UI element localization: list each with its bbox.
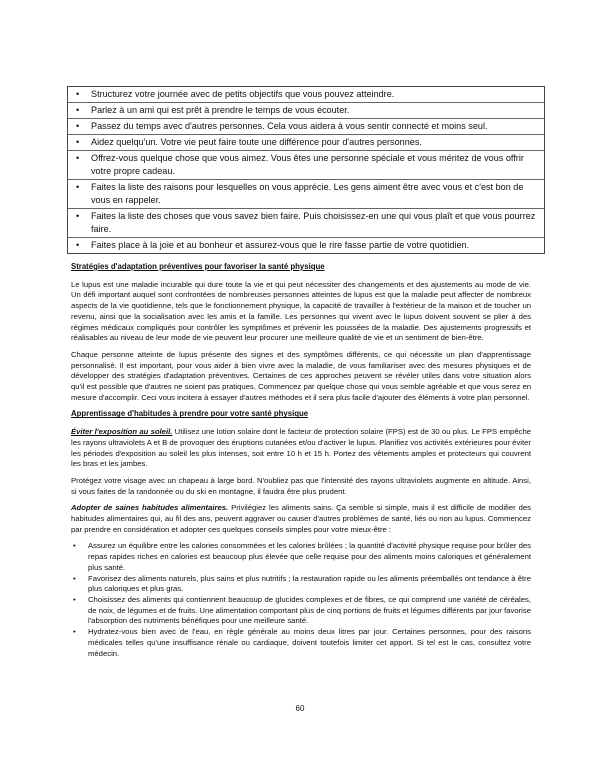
bullet-icon: • xyxy=(76,121,80,131)
box-item: • Offrez-vous quelque chose que vous aimez. Vous êtes une personne spéciale et vous méritez de vous offrir votre propre cadeau. xyxy=(68,151,544,180)
bullet-icon: • xyxy=(76,105,80,115)
list-item: • Assurez un équilibre entre les calories consommées et les calories brûlées ; la quantité d'activité physique requise pour brûler des repas rapides riches en calories est beaucoup plus élevée que celle requise pour des aliments moins caloriques et généralement plus santé. xyxy=(73,541,531,572)
bullet-icon: • xyxy=(76,89,80,99)
list-item: • Choisissez des aliments qui contiennent beaucoup de glucides complexes et de fibres, ce qui comprend une variété de céréales, de noix, de légumes et de fruits. Une alimentation comportant plus de cinq portions de fruits et légumes différents par jour favorise l'absorption des nutriments bénéfiques pour une meilleure santé. xyxy=(73,594,531,626)
bullet-icon: • xyxy=(73,594,76,604)
bullet-icon: • xyxy=(73,627,76,637)
lead-sun: Éviter l'exposition au soleil. xyxy=(71,427,173,437)
lead-diet: Adopter de saines habitudes alimentaires. xyxy=(71,503,229,513)
list-item: • Hydratez-vous bien avec de l'eau, en règle générale au moins deux litres par jour. Certaines personnes, pour des raisons médicales telles qu'une insuffisance rénale ou cardiaque, doivent toutefois limiter cet apport. Si tel est le cas, consultez votre médecin. xyxy=(73,627,531,658)
paragraph-sun: Éviter l'exposition au soleil. Utilisez une lotion solaire dont le facteur de protection solaire (FPS) est de 30 ou plus. Le FPS empêche les rayons ultraviolets A et B de provoquer des éruptions cutanées et/ou d'activer le lupus. Planifiez vos activités extérieures pour éviter les périodes d'exposition au soleil les plus intenses, soit entre 10 h et 15 h. Portez des vêtements amples et protecteurs qui couvrent les bras et les jambes. xyxy=(71,427,531,469)
bullet-icon: • xyxy=(76,137,80,147)
bullet-icon: • xyxy=(73,573,76,583)
diet-list xyxy=(71,541,531,659)
main-content xyxy=(71,262,531,659)
box-item: • Faites la liste des choses que vous savez bien faire. Puis choisissez-en une qui vous plaît et que vous pourrez faire. xyxy=(68,209,544,238)
bullet-icon: • xyxy=(76,240,80,250)
page-number: 60 xyxy=(295,704,305,713)
paragraph: Chaque personne atteinte de lupus présente des signes et des symptômes différents, ce qui nécessite un plan d'apprentissage personnalisé. Il est important, pour vous aider à bien vivre avec la maladie, de vous familiariser avec des mesures physiques et de développer des stratégies d'adaptation préventives. Certaines de ces approches peuvent se révéler utiles dans votre situation alors qu'il est possible que d'autres ne soient pas pratiques. Commencez par quelque chose qui vous semble agréable et que vous serez en mesure d'accomplir. Ceci vous incitera à essayer d'autres méthodes et il sera plus facile d'ajouter des éléments à votre plan personnel. xyxy=(71,349,531,402)
box-item: • Structurez votre journée avec de petits objectifs que vous pouvez atteindre. xyxy=(68,87,544,103)
box-item: • Aidez quelqu'un. Votre vie peut faire toute une différence pour d'autres personnes. xyxy=(68,135,544,151)
bullet-icon: • xyxy=(73,541,76,551)
list-item: • Favorisez des aliments naturels, plus sains et plus nutritifs ; la restauration rapide ou les aliments préemballés ont tendance à être plus caloriques et plus gras. xyxy=(73,573,531,594)
paragraph: Protégez votre visage avec un chapeau à large bord. N'oubliez pas que l'intensité des rayons ultraviolets augmente en altitude. Ainsi, si vous faites de la randonnée ou du ski en montagne, il faudra être plus prudent. xyxy=(71,475,531,496)
tips-box xyxy=(67,86,545,254)
bullet-icon: • xyxy=(76,211,80,221)
paragraph-diet: Adopter de saines habitudes alimentaires. Privilégiez les aliments sains. Ça semble si simple, mais il est difficile de modifier des habitudes alimentaires qui, au fil des ans, peuvent aggraver ou causer d'autres problèmes de santé, liés ou non au lupus. Commencez par prendre en considération et adopter ces quelques conseils simples pour votre mieux-être : xyxy=(71,503,531,534)
paragraph: Le lupus est une maladie incurable qui dure toute la vie et qui peut nécessiter des changements et des ajustements au mode de vie. Un défi important auquel sont confrontées de nombreuses personnes atteintes de lupus est que la maladie peut affecter de nombreux aspects de la vie quotidienne, tels que le fonctionnement physique, la capacité de travailler à l'extérieur de la maison et de toucher un revenu, ainsi que la socialisation avec les amis et la famille. Les personnes qui vivent avec le lupus doivent souvent se plier à des régimes médicaux compliqués pour contrôler les symptômes et prévenir les poussées de la maladie. Des ajustements progressifs et réalisables au niveau de leur mode de vie peuvent leur procurer une meilleure qualité de vie et un sentiment de bien-être. xyxy=(71,279,531,343)
box-item: • Passez du temps avec d'autres personnes. Cela vous aidera à vous sentir connecté et moins seul. xyxy=(68,119,544,135)
box-item: • Faites place à la joie et au bonheur et assurez-vous que le rire fasse partie de votre quotidien. xyxy=(76,240,470,250)
section-heading-preventive: Stratégies d'adaptation préventives pour favoriser la santé physique xyxy=(71,262,325,271)
bullet-icon: • xyxy=(76,182,80,192)
box-item: • Faites la liste des raisons pour lesquelles on vous apprécie. Les gens aiment être avec vous et c'est bon de vous en rappeler. xyxy=(68,180,544,209)
section-heading-habits: Apprentissage d'habitudes à prendre pour votre santé physique xyxy=(71,409,309,419)
bullet-icon: • xyxy=(76,153,80,163)
box-item: • Parlez à un ami qui est prêt à prendre le temps de vous écouter. xyxy=(68,103,544,119)
